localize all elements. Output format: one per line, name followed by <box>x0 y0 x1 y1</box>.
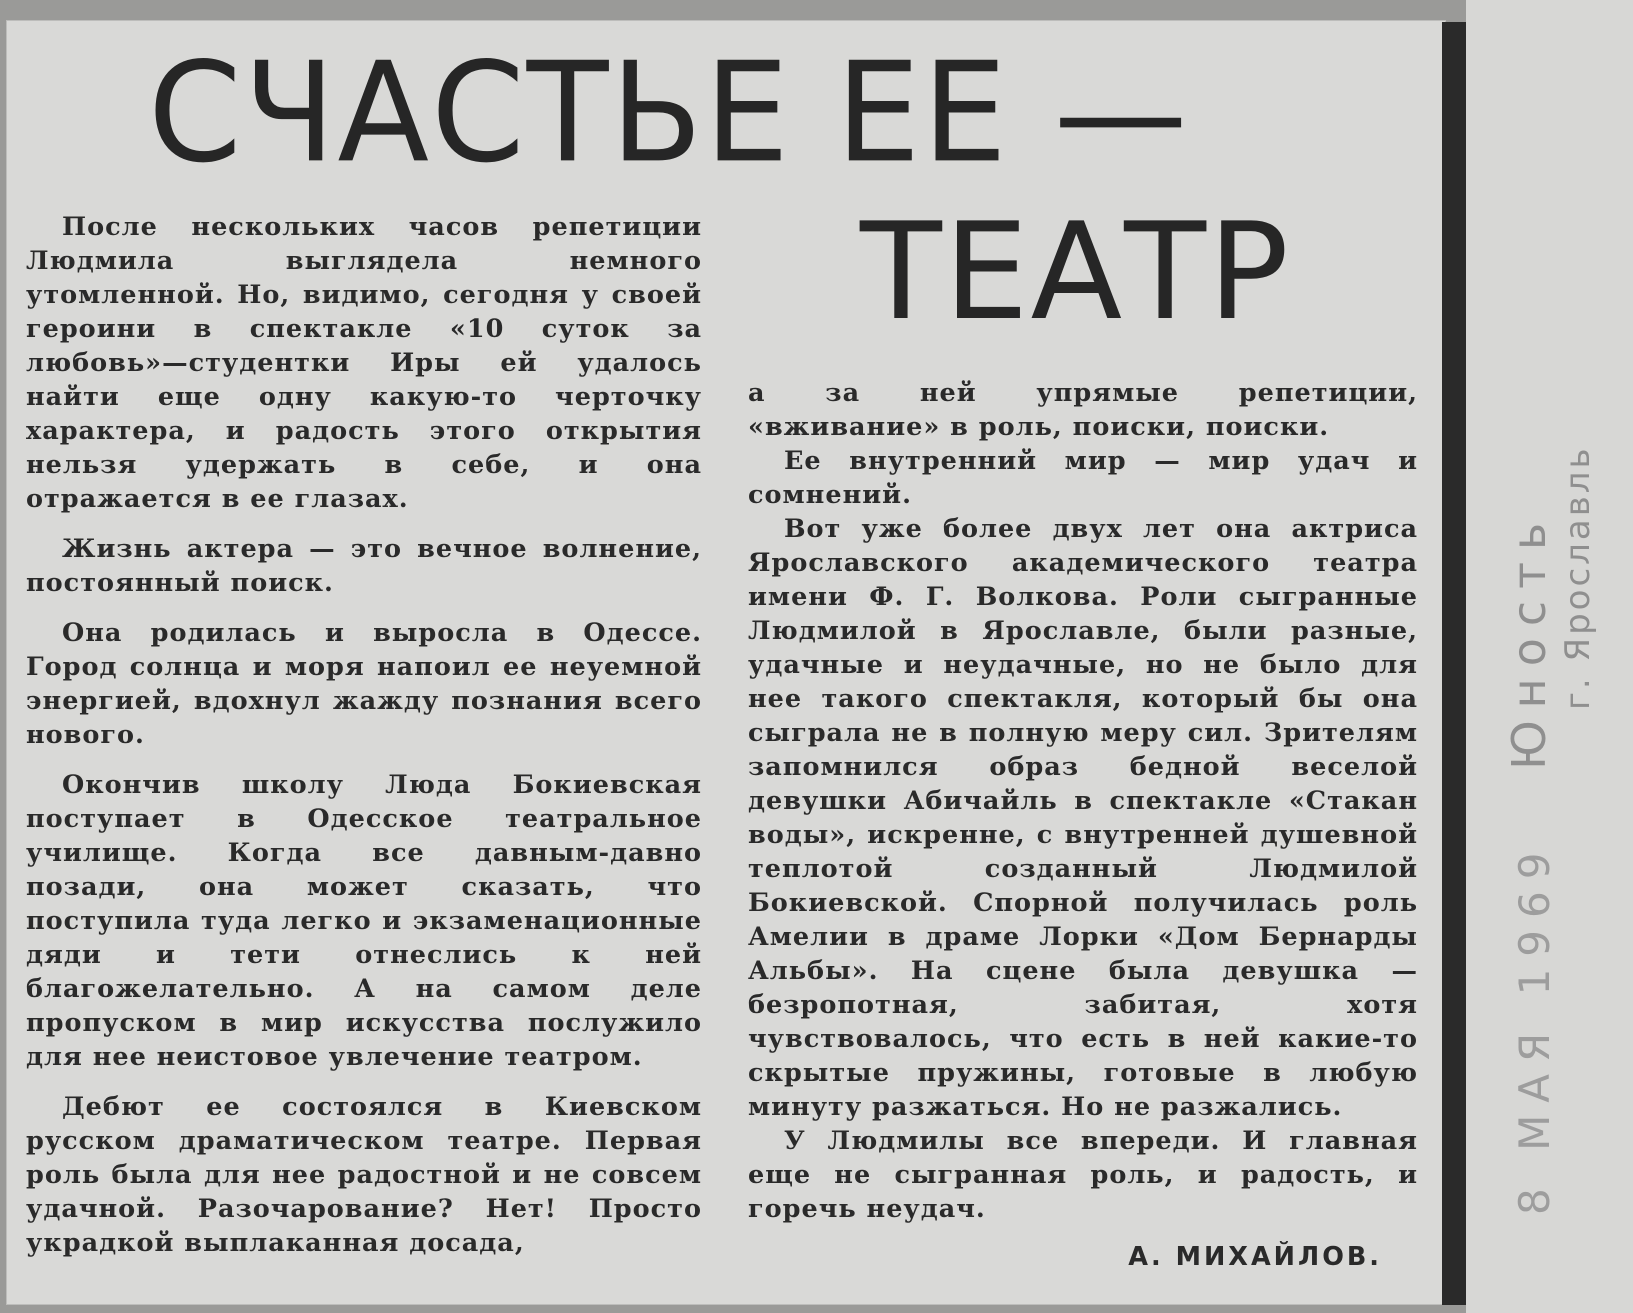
paragraph: После нескольких часов репетиции Людмила выглядела немного утомленной. Но, видимо, сегодня у своей героини в спектакле «10 суток за любовь»—студентки Иры ей удалось найти еще одну какую-то черточку характера, и радость этого открытия нельзя удержать в себе, и она отражается в ее глазах. <box>26 212 702 514</box>
stamp-newspaper-name: Юность <box>1502 510 1556 770</box>
stamp-city: г. Ярославль <box>1558 445 1598 710</box>
paragraph: У Людмилы все впереди. И главная еще не сыгранная роль, и радость, и горечь неудач. <box>748 1126 1418 1224</box>
paragraph: Она родилась и выросла в Одессе. Город солнца и моря напоил ее неуемной энергией, вдохнул жажду познания всего нового. <box>26 618 702 750</box>
paragraph: Окончив школу Люда Бокиевская поступает в Одесское театральное училище. Когда все давным-давно позади, она может сказать, что поступила туда легко и экзаменационные дяди и тети отнеслись к ней благожелательно. А на самом деле пропуском в мир искусства послужило для нее неистовое увлечение театром. <box>26 770 702 1072</box>
article-left-column <box>26 210 702 1276</box>
paragraph-continuation: а за ней упрямые репетиции, «вживание» в роль, поиски, поиски. <box>748 378 1418 442</box>
headline-line-2: ТЕАТР <box>860 194 1291 350</box>
paragraph: Жизнь актера — это вечное волнение, постоянный поиск. <box>26 534 702 598</box>
paragraph: Ее внутренний мир — мир удач и сомнений. <box>748 446 1418 510</box>
author-byline: А. МИХАЙЛОВ. <box>1128 1242 1382 1272</box>
paragraph: Дебют ее состоялся в Киевском русском драматическом театре. Первая роль была для нее радостной и не совсем удачной. Разочарование? Нет! Просто украдкой выплаканная досада, <box>26 1092 702 1258</box>
headline-line-1: СЧАСТЬЕ ЕЕ — <box>148 32 1190 194</box>
stamp-date: 8 МАЯ 1969 <box>1510 840 1559 1215</box>
article-right-column <box>748 376 1418 1274</box>
column-rule <box>1442 22 1468 1305</box>
paragraph: Вот уже более двух лет она актриса Ярославского академического театра имени Ф. Г. Волкова. Роли сыгранные Людмилой в Ярославле, были разные, удачные и неудачные, но не было для нее такого спектакля, который бы она сыграла не в полную меру сил. Зрителям запомнился образ бедной веселой девушки Абичайль в спектакле «Стакан воды», искренне, с внутренней душевной теплотой созданный Людмилой Бокиевской. Спорной получилась роль Амелии в драме Лорки «Дом Бернарды Альбы». На сцене была девушка — безропотная, забитая, хотя чувствовалось, что есть в ней какие-то скрытые пружины, готовые в любую минуту разжаться. Но не разжались. <box>748 514 1418 1122</box>
